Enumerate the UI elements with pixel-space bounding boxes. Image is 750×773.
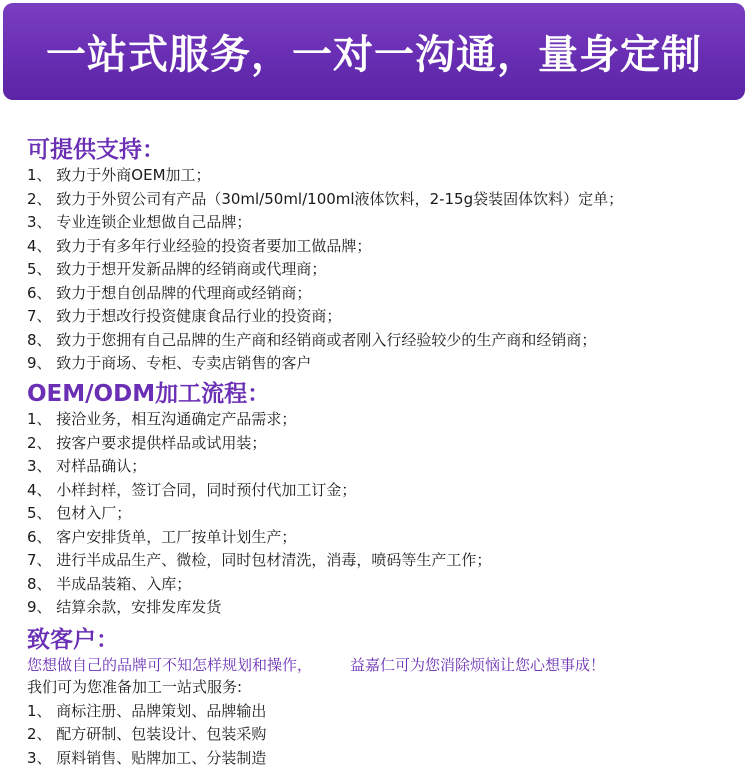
list-item: 6、 致力于想自创品牌的代理商或经销商； xyxy=(27,283,312,302)
list-item: 7、 进行半成品生产、微检，同时包材清洗，消毒，喷码等生产工作； xyxy=(27,551,492,569)
list-item: 3、 对样品确认； xyxy=(27,457,147,475)
support-title: 可提供支持： xyxy=(27,137,165,163)
list-item: 1、 商标注册、品牌策划、品牌输出 xyxy=(27,701,267,720)
list-item: 7、 致力于想改行投资健康食品行业的投资商； xyxy=(27,307,342,325)
list-item: 3、 专业连锁企业想做自己品牌； xyxy=(27,213,252,231)
support-list xyxy=(27,164,623,376)
customer-intro: 我们可为您准备加工一站式服务: xyxy=(27,678,243,696)
list-item: 9、 结算余款，安排发库发货 xyxy=(27,598,222,616)
customer-title: 致客户： xyxy=(27,627,119,653)
customer-message-b: 益嘉仁可为您消除烦恼让您心想事成！ xyxy=(350,656,606,674)
customer-services-list xyxy=(27,700,605,771)
list-item: 5、 包材入厂； xyxy=(27,504,132,522)
list-item: 6、 客户安排货单，工厂按单计划生产； xyxy=(27,527,297,546)
list-item: 8、 致力于您拥有自己品牌的生产商和经销商或者刚入行经验较少的生产商和经销商； xyxy=(27,330,597,349)
support-section xyxy=(27,136,623,376)
process-section xyxy=(27,380,491,620)
banner-title: 一站式服务，一对一沟通，量身定制 xyxy=(46,32,702,78)
customer-message-a: 您想做自己的品牌可不知怎样规划和操作， xyxy=(27,656,313,674)
list-item: 2、 配方研制、包装设计、包装采购 xyxy=(27,725,267,743)
process-title: OEM/ODM加工流程： xyxy=(27,381,271,407)
list-item: 1、 接洽业务，相互沟通确定产品需求； xyxy=(27,410,297,428)
list-item: 2、 按客户要求提供样品或试用装； xyxy=(27,433,267,452)
list-item: 4、 致力于有多年行业经验的投资者要加工做品牌； xyxy=(27,236,372,255)
process-list xyxy=(27,408,491,620)
list-item: 3、 原料销售、贴牌加工、分装制造 xyxy=(27,748,267,767)
list-item: 1、 致力于外商OEM加工； xyxy=(27,166,211,184)
list-item: 8、 半成品装箱、入库； xyxy=(27,574,192,593)
list-item: 5、 致力于想开发新品牌的经销商或代理商； xyxy=(27,260,327,278)
list-item: 2、 致力于外贸公司有产品（30ml/50ml/100ml液体饮料，2-15g袋装固体饮料）定单； xyxy=(27,189,624,208)
list-item: 9、 致力于商场、专柜、专卖店销售的客户 xyxy=(27,354,312,372)
customer-message xyxy=(27,654,605,676)
header-banner xyxy=(3,3,745,100)
list-item: 4、 小样封样，签订合同，同时预付代加工订金； xyxy=(27,480,357,499)
customer-section xyxy=(27,626,605,770)
